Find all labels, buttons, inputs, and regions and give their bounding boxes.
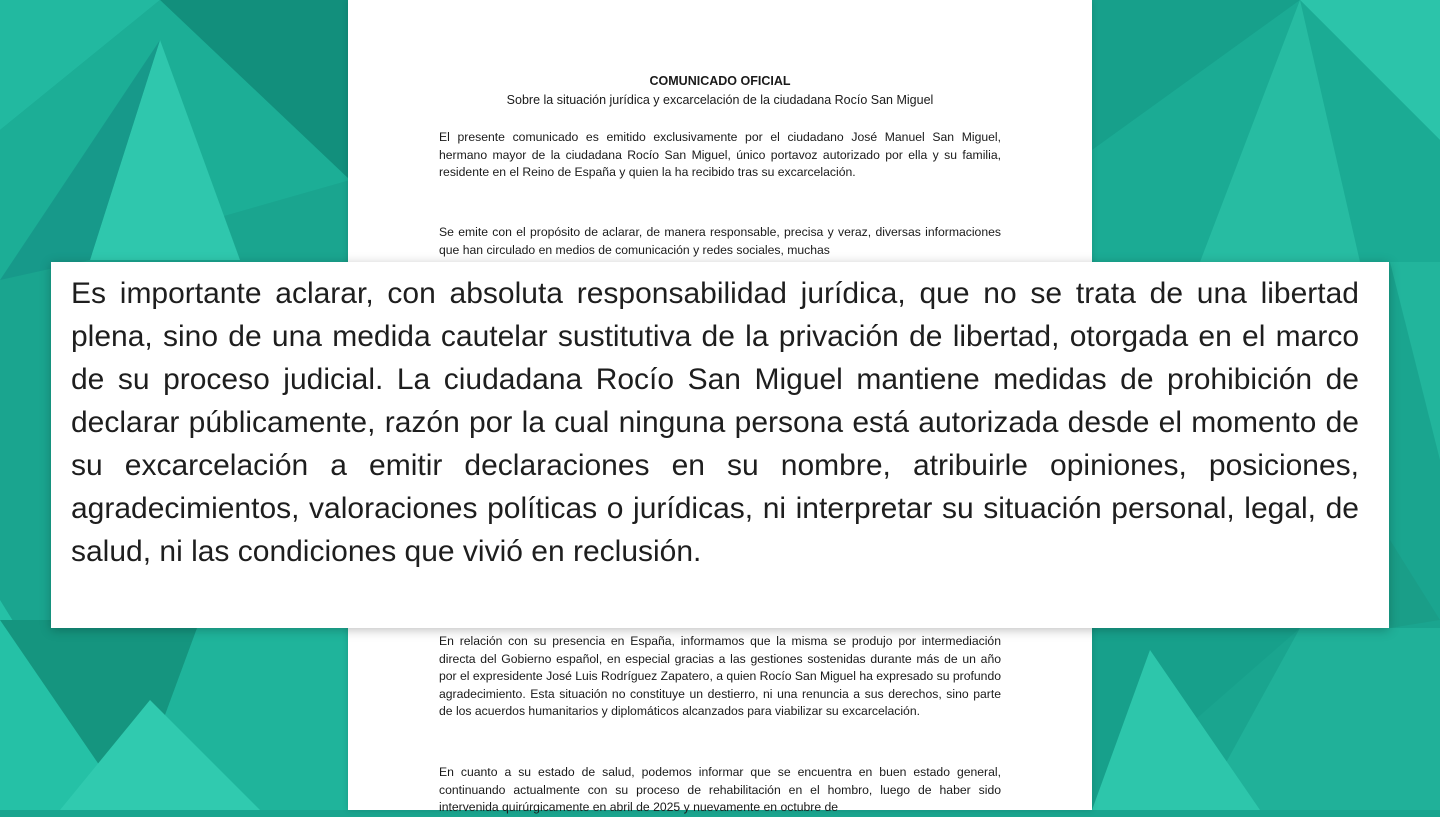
highlighted-excerpt-text: Es importante aclarar, con absoluta responsabilidad jurídica, que no se trata de una libertad plena, sino de una medida cautelar sustitutiva de la privación de libertad, otorgada en el marco de su proceso judicial. La ciudadana Rocío San Miguel mantiene medidas de prohibición de declarar públicamente, razón por la cual ninguna persona está autorizada desde el momento de su excarcelación a emitir declaraciones en su nombre, atribuirle opiniones, posiciones, agradecimientos, valoraciones políticas o jurídicas, ni interpretar su situación personal, legal, de salud, ni las condiciones que vivió en reclusión. bbox=[71, 277, 1359, 568]
document-paragraph: En relación con su presencia en España, informamos que la misma se produjo por intermediación directa del Gobierno español, en especial gracias a las gestiones sostenidas durante más de un año por el expresidente José Luis Rodríguez Zapatero, a quien Rocío San Miguel ha expresado su profundo agradecimiento. Esta situación no constituye un destierro, ni una renuncia a sus derechos, sino parte de los acuerdos humanitarios y diplomáticos alcanzados para viabilizar su excarcelación. bbox=[439, 634, 1001, 718]
document-paragraph: Se emite con el propósito de aclarar, de manera responsable, precisa y veraz, diversas informaciones que han circulado en medios de comunicación y redes sociales, muchas bbox=[439, 225, 1001, 257]
document-paragraph: En cuanto a su estado de salud, podemos informar que se encuentra en buen estado general, continuando actualmente con su proceso de rehabilitación en el hombro, luego de haber sido intervenida quirúrgicamente en abril de 2025 y nuevamente en octubre de bbox=[439, 765, 1001, 814]
document-subtitle: Sobre la situación jurídica y excarcelación de la ciudadana Rocío San Miguel bbox=[506, 93, 934, 107]
document-paragraph: El presente comunicado es emitido exclusivamente por el ciudadano José Manuel San Miguel, hermano mayor de la ciudadana Rocío San Miguel, único portavoz autorizado por ella y su familia, residente en el Reino de España y quien la ha recibido tras su excarcelación. bbox=[439, 130, 1001, 179]
document-title: COMUNICADO OFICIAL bbox=[649, 74, 791, 88]
highlighted-excerpt bbox=[51, 262, 1389, 628]
